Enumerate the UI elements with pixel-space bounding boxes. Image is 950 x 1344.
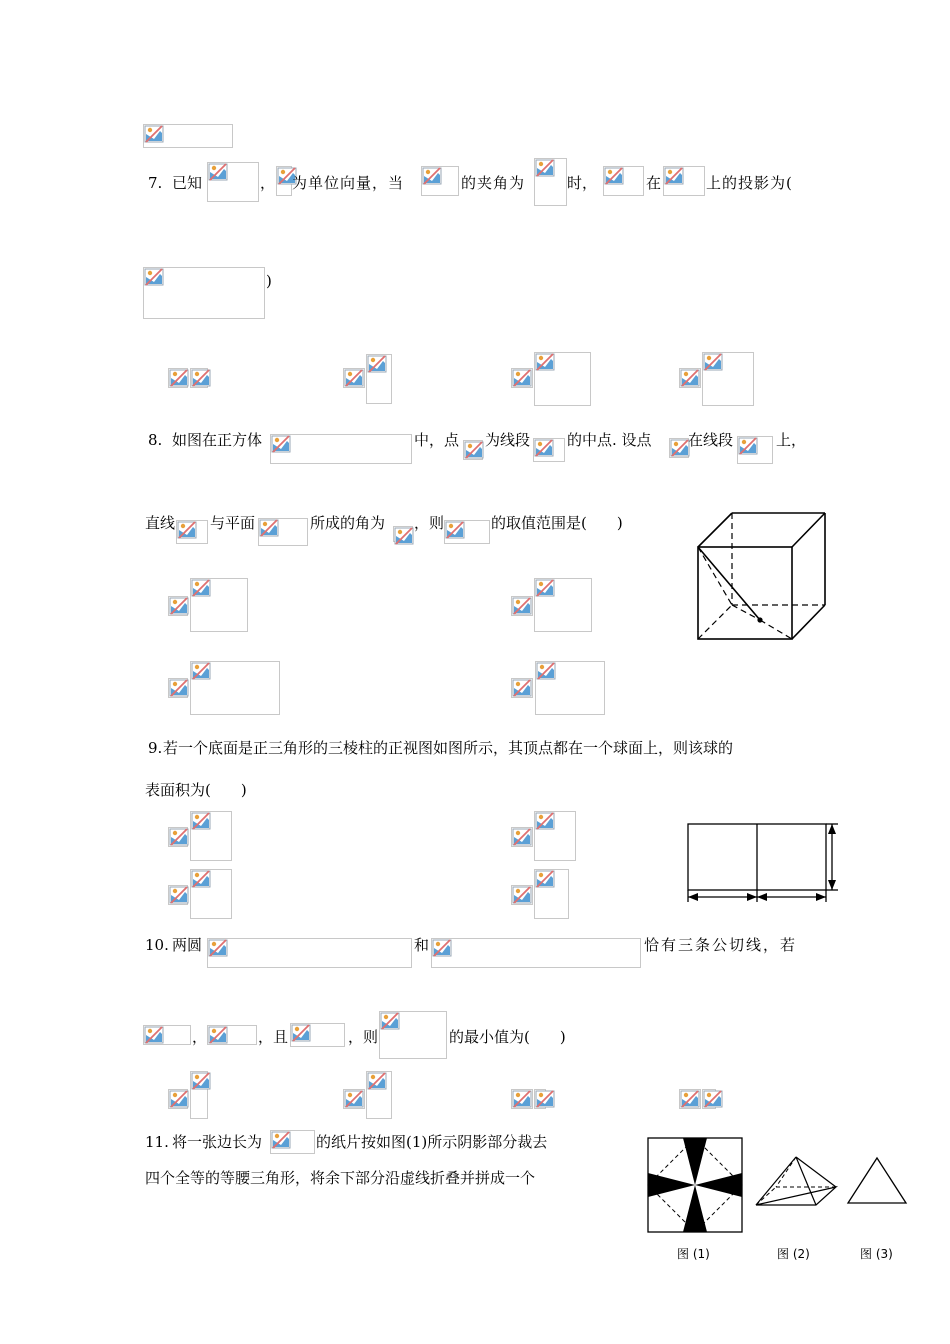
missing-image-placeholder xyxy=(534,352,591,406)
q8-text-2: 中，点 xyxy=(414,431,460,449)
q9-number: 9. xyxy=(148,739,163,757)
cube-figure xyxy=(690,505,830,645)
q7-text-5: 时， xyxy=(567,174,598,192)
q8-text-3: 为线段 xyxy=(485,431,531,449)
broken-image-icon xyxy=(208,163,228,181)
missing-image-placeholder xyxy=(143,1025,191,1045)
missing-image-placeholder xyxy=(366,354,392,404)
missing-image-placeholder xyxy=(663,166,705,196)
missing-image-placeholder xyxy=(190,368,208,388)
figure-1-caption: 图 (1) xyxy=(677,1247,710,1261)
broken-image-icon xyxy=(535,579,555,597)
broken-image-icon xyxy=(208,1026,228,1044)
broken-image-icon xyxy=(169,1090,189,1108)
broken-image-icon xyxy=(422,167,442,185)
missing-image-placeholder xyxy=(702,352,754,406)
broken-image-icon xyxy=(259,519,279,537)
broken-image-icon xyxy=(703,353,723,371)
missing-image-placeholder xyxy=(393,526,413,542)
broken-image-icon xyxy=(664,167,684,185)
q10-text-7: 的最小值为( ) xyxy=(449,1028,566,1046)
broken-image-icon xyxy=(512,828,532,846)
broken-image-icon xyxy=(169,369,189,387)
q7-text-6: 在 xyxy=(646,174,662,192)
broken-image-icon xyxy=(208,939,228,957)
broken-image-icon xyxy=(380,1012,400,1030)
broken-image-icon xyxy=(344,369,364,387)
paper-square-figure xyxy=(645,1135,745,1235)
broken-image-icon xyxy=(680,1090,700,1108)
q7-text-3: 为单位向量，当 xyxy=(292,174,405,192)
missing-image-placeholder xyxy=(168,368,188,388)
missing-image-placeholder xyxy=(511,596,533,616)
q10-number: 10. xyxy=(145,936,169,954)
missing-image-placeholder xyxy=(603,166,644,196)
missing-image-placeholder xyxy=(534,578,592,632)
q10-text-1: 两圆 xyxy=(172,936,203,954)
q11-text-3: 四个全等的等腰三角形，将余下部分沿虚线折叠并拼成一个 xyxy=(145,1169,536,1187)
broken-image-icon xyxy=(703,1090,723,1108)
missing-image-placeholder xyxy=(168,596,188,616)
missing-image-placeholder xyxy=(534,1089,546,1109)
figure-3-caption: 图 (3) xyxy=(860,1247,893,1261)
missing-image-placeholder xyxy=(679,1089,701,1109)
missing-image-placeholder xyxy=(511,885,533,905)
missing-image-placeholder xyxy=(669,438,689,458)
broken-image-icon xyxy=(512,597,532,615)
missing-image-placeholder xyxy=(168,1089,188,1109)
missing-image-placeholder xyxy=(270,1130,315,1154)
q8-text-11: 的取值范围是( ) xyxy=(491,514,623,532)
missing-image-placeholder xyxy=(168,827,188,847)
broken-image-icon xyxy=(177,521,197,539)
missing-image-placeholder xyxy=(421,166,459,196)
missing-image-placeholder xyxy=(207,1025,257,1045)
missing-image-placeholder xyxy=(511,368,533,388)
front-view-figure xyxy=(682,818,842,908)
missing-image-placeholder xyxy=(534,158,567,206)
broken-image-icon xyxy=(191,870,211,888)
q8-number: 8. xyxy=(148,431,163,449)
missing-image-placeholder xyxy=(511,678,533,698)
broken-image-icon xyxy=(670,439,690,457)
q10-text-4: ， xyxy=(192,1028,208,1046)
missing-image-placeholder xyxy=(190,811,232,861)
q8-text-1: 如图在正方体 xyxy=(172,431,263,449)
q7-text-8: ) xyxy=(266,272,272,290)
broken-image-icon xyxy=(512,1090,532,1108)
q7-number: 7. xyxy=(148,174,163,192)
missing-image-placeholder xyxy=(168,885,188,905)
broken-image-icon xyxy=(169,828,189,846)
missing-image-placeholder xyxy=(176,520,208,544)
missing-image-placeholder xyxy=(535,661,605,715)
missing-image-placeholder xyxy=(444,520,490,544)
broken-image-icon xyxy=(535,870,555,888)
missing-image-placeholder xyxy=(290,1023,345,1047)
q8-text-9: 所成的角为 xyxy=(310,514,386,532)
q8-text-10: ，则 xyxy=(414,514,445,532)
broken-image-icon xyxy=(534,439,554,457)
missing-image-placeholder xyxy=(276,166,292,196)
missing-image-placeholder xyxy=(431,938,641,968)
q8-text-4: 的中点. 设点 xyxy=(567,431,652,449)
broken-image-icon xyxy=(271,435,291,453)
missing-image-placeholder xyxy=(511,1089,533,1109)
broken-image-icon xyxy=(191,812,211,830)
q7-text-4: 的夹角为 xyxy=(461,174,526,192)
missing-image-placeholder xyxy=(143,124,233,148)
q8-text-8: 与平面 xyxy=(210,514,256,532)
missing-image-placeholder xyxy=(463,440,483,460)
broken-image-icon xyxy=(535,1090,555,1108)
q8-text-5: 在线段 xyxy=(688,431,734,449)
q7-text-7: 上的投影为( xyxy=(706,174,793,192)
broken-image-icon xyxy=(535,159,555,177)
broken-image-icon xyxy=(191,369,211,387)
missing-image-placeholder xyxy=(379,1011,447,1059)
broken-image-icon xyxy=(367,1072,387,1090)
broken-image-icon xyxy=(394,527,414,545)
missing-image-placeholder xyxy=(534,811,576,861)
broken-image-icon xyxy=(738,437,758,455)
q10-text-2: 和 xyxy=(414,936,430,954)
broken-image-icon xyxy=(604,167,624,185)
missing-image-placeholder xyxy=(533,438,565,462)
broken-image-icon xyxy=(445,521,465,539)
missing-image-placeholder xyxy=(207,162,259,202)
figure-2-caption: 图 (2) xyxy=(777,1247,810,1261)
broken-image-icon xyxy=(144,268,164,286)
broken-image-icon xyxy=(512,369,532,387)
broken-image-icon xyxy=(367,355,387,373)
missing-image-placeholder xyxy=(143,267,265,319)
q8-text-6: 上， xyxy=(776,431,807,449)
q9-text-2: 表面积为( ) xyxy=(145,781,247,799)
missing-image-placeholder xyxy=(737,436,773,464)
missing-image-placeholder xyxy=(258,518,308,546)
missing-image-placeholder xyxy=(511,827,533,847)
broken-image-icon xyxy=(191,579,211,597)
q10-text-3: 恰有三条公切线，若 xyxy=(644,936,798,954)
broken-image-icon xyxy=(271,1131,291,1149)
broken-image-icon xyxy=(291,1024,311,1042)
q8-text-7: 直线 xyxy=(145,514,176,532)
broken-image-icon xyxy=(169,886,189,904)
missing-image-placeholder xyxy=(534,869,569,919)
missing-image-placeholder xyxy=(190,578,248,632)
broken-image-icon xyxy=(191,662,211,680)
broken-image-icon xyxy=(680,369,700,387)
missing-image-placeholder xyxy=(343,1089,365,1109)
missing-image-placeholder xyxy=(207,938,412,968)
pyramid-figure xyxy=(752,1153,842,1215)
missing-image-placeholder xyxy=(190,661,280,715)
missing-image-placeholder xyxy=(679,368,701,388)
broken-image-icon xyxy=(432,939,452,957)
q10-text-5: ，且 xyxy=(258,1028,289,1046)
broken-image-icon xyxy=(536,662,556,680)
missing-image-placeholder xyxy=(190,1071,208,1119)
q9-text-1: 若一个底面是正三角形的三棱柱的正视图如图所示，其顶点都在一个球面上，则该球的 xyxy=(163,739,734,757)
missing-image-placeholder xyxy=(343,368,365,388)
triangle-figure xyxy=(845,1155,909,1207)
broken-image-icon xyxy=(344,1090,364,1108)
broken-image-icon xyxy=(144,1026,164,1044)
broken-image-icon xyxy=(512,886,532,904)
broken-image-icon xyxy=(144,125,164,143)
q7-text-1: 已知 xyxy=(172,174,203,192)
q11-text-1: 将一张边长为 xyxy=(172,1133,263,1151)
missing-image-placeholder xyxy=(366,1071,392,1119)
missing-image-placeholder xyxy=(190,869,232,919)
broken-image-icon xyxy=(464,441,484,459)
missing-image-placeholder xyxy=(270,434,412,464)
q11-number: 11. xyxy=(145,1133,169,1151)
broken-image-icon xyxy=(191,1072,211,1090)
q11-text-2: 的纸片按如图(1)所示阴影部分裁去 xyxy=(316,1133,548,1151)
broken-image-icon xyxy=(169,679,189,697)
broken-image-icon xyxy=(535,353,555,371)
q7-text-2: ， xyxy=(260,174,276,192)
missing-image-placeholder xyxy=(168,678,188,698)
broken-image-icon xyxy=(535,812,555,830)
broken-image-icon xyxy=(169,597,189,615)
q10-text-6: ，则 xyxy=(348,1028,379,1046)
missing-image-placeholder xyxy=(702,1089,716,1109)
broken-image-icon xyxy=(512,679,532,697)
